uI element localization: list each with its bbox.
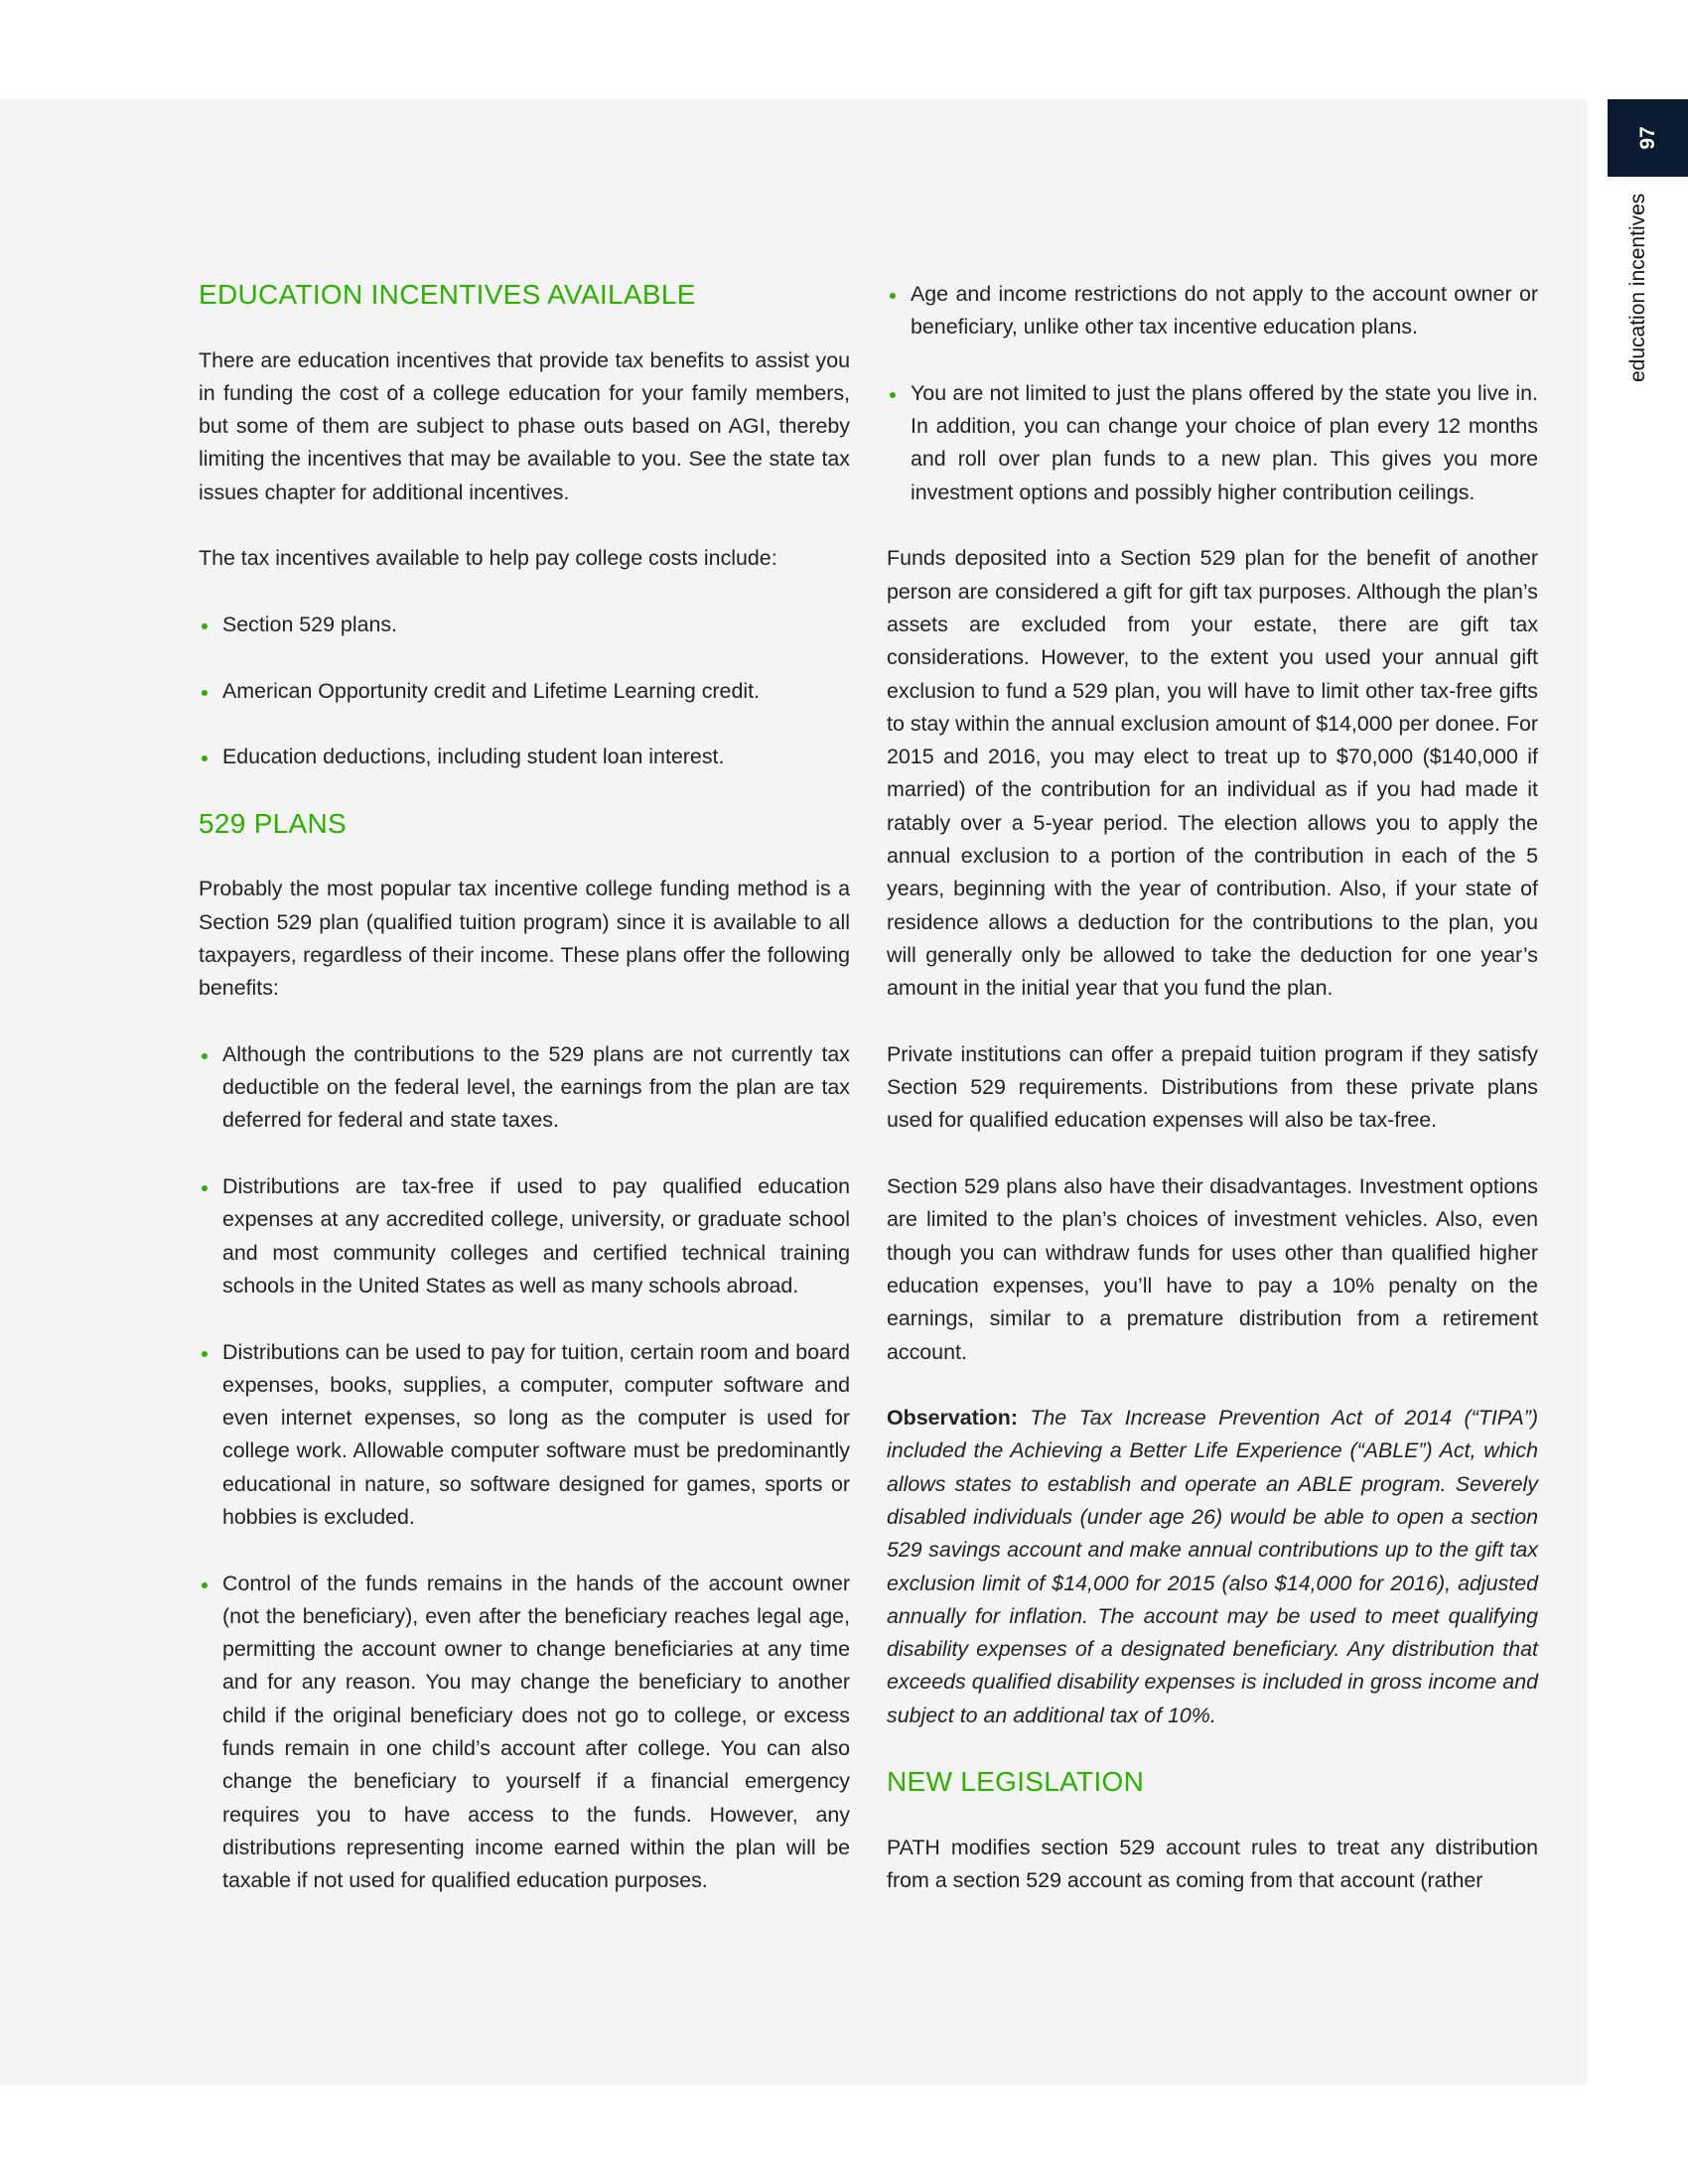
- observation-label: Observation:: [887, 1406, 1018, 1431]
- bullet-item: You are not limited to just the plans offered by the state you live in. In addition, you can change your choice of plan every 12 months and roll over plan funds to a new plan. This gives you more investment options and possibly higher contribution ceilings.: [887, 377, 1538, 509]
- paragraph: Probably the most popular tax incentive college funding method is a Section 529 plan (qualified tuition program) since it is available to all taxpayers, regardless of their income. These plans offer the following benefits:: [199, 877, 850, 1001]
- paragraph: Private institutions can offer a prepaid tuition program if they satisfy Section 529 requirements. Distributions from these private plans used for qualified education expenses will also be tax-free.: [887, 1041, 1538, 1133]
- paragraph: Section 529 plans also have their disadvantages. Investment options are limited to the plan’s choices of investment vehicles. Also, even though you can withdraw funds for uses other than qualified higher education expenses, you’ll have to pay a 10% penalty on the earnings, similar to a premature distribution from a retirement account.: [887, 1174, 1538, 1364]
- paragraph: There are education incentives that provide tax benefits to assist you in funding the cost of a college education for your family members, but some of them are subject to phase outs based on AGI, thereby limiting the incentives that may be available to you. See the state tax issues chapter for additional incentives.: [199, 347, 850, 504]
- left-column: [199, 278, 850, 1931]
- heading-education-incentives: EDUCATION INCENTIVES AVAILABLE: [199, 279, 696, 310]
- bullet-item: Age and income restrictions do not apply to the account owner or beneficiary, unlike other tax incentive education plans.: [887, 278, 1538, 344]
- heading-529-plans: 529 PLANS: [199, 807, 348, 839]
- paragraph: The tax incentives available to help pay college costs include:: [199, 546, 777, 571]
- heading-new-legislation: NEW LEGISLATION: [887, 1766, 1145, 1798]
- right-column: [887, 278, 1538, 1931]
- bullet-item: American Opportunity credit and Lifetime Learning credit.: [199, 675, 850, 708]
- bullet-item: Distributions can be used to pay for tuition, certain room and board expenses, books, supplies, a computer, computer software and even internet expenses, so long as the computer is used for college work. Allowable computer software must be predominantly educational in nature, so software designed for games, sports or hobbies is excluded.: [199, 1336, 850, 1535]
- section-label: education incentives: [1626, 193, 1649, 382]
- bullet-item: Section 529 plans.: [199, 609, 850, 641]
- paragraph: Funds deposited into a Section 529 plan for the benefit of another person are considered a gift for gift tax purposes. Although the plan’s assets are excluded from your estate, there are gift tax considerations. However, to the extent you used your annual gift exclusion to fund a 529 plan, you will have to limit other tax-free gifts to stay within the annual exclusion amount of $14,000 per donee. For 2015 and 2016, you may elect to treat up to $70,000 ($140,000 if married) of the contribution for an individual as if you had made it ratably over a 5-year period. The election allows you to apply the annual exclusion to a portion of the contribution in each of the 5 years, beginning with the year of contribution. Also, if your state of residence allows a deduction for the contributions to the plan, you will generally only be allowed to take the deduction for one year’s amount in the initial year that you fund the plan.: [887, 546, 1538, 1001]
- observation-note: [887, 1402, 1538, 1732]
- bullet-item: Education deductions, including student loan interest.: [199, 741, 850, 773]
- observation-text: The Tax Increase Prevention Act of 2014 (“TIPA”) included the Achieving a Better Life Experience (“ABLE”) Act, which allows states to establish and operate an ABLE program. Severely disabled individuals (under age 26) would be able to open a section 529 savings account and make annual contributions up to the gift tax exclusion limit of $14,000 for 2015 (also $14,000 for 2016), adjusted annually for inflation. The account may be used to meet qualifying disability expenses of a designated beneficiary. Any distribution that exceeds qualified disability expenses is included in gross income and subject to an additional tax of 10%.: [887, 1406, 1538, 1727]
- bullet-item: Although the contributions to the 529 plans are not currently tax deductible on the federal level, the earnings from the plan are tax deferred for federal and state taxes.: [199, 1038, 850, 1138]
- page-number-tab: [1608, 99, 1688, 177]
- page-number: 97: [1635, 126, 1659, 150]
- paragraph: PATH modifies section 529 account rules to treat any distribution from a section 529 account as coming from that account (rather: [887, 1835, 1538, 1893]
- bullet-item: Control of the funds remains in the hands of the account owner (not the beneficiary), even after the beneficiary reaches legal age, permitting the account owner to change beneficiaries at any time and for any reason. You may change the beneficiary to another child if the original beneficiary does not go to college, or excess funds remain in one child’s account after college. You can also change the beneficiary to yourself if a financial emergency requires you to have access to the funds. However, any distributions representing income earned within the plan will be taxable if not used for qualified education purposes.: [199, 1568, 850, 1898]
- bullet-item: Distributions are tax-free if used to pay qualified education expenses at any accredited college, university, or graduate school and most community colleges and certified technical training schools in the United States as well as many schools abroad.: [199, 1170, 850, 1302]
